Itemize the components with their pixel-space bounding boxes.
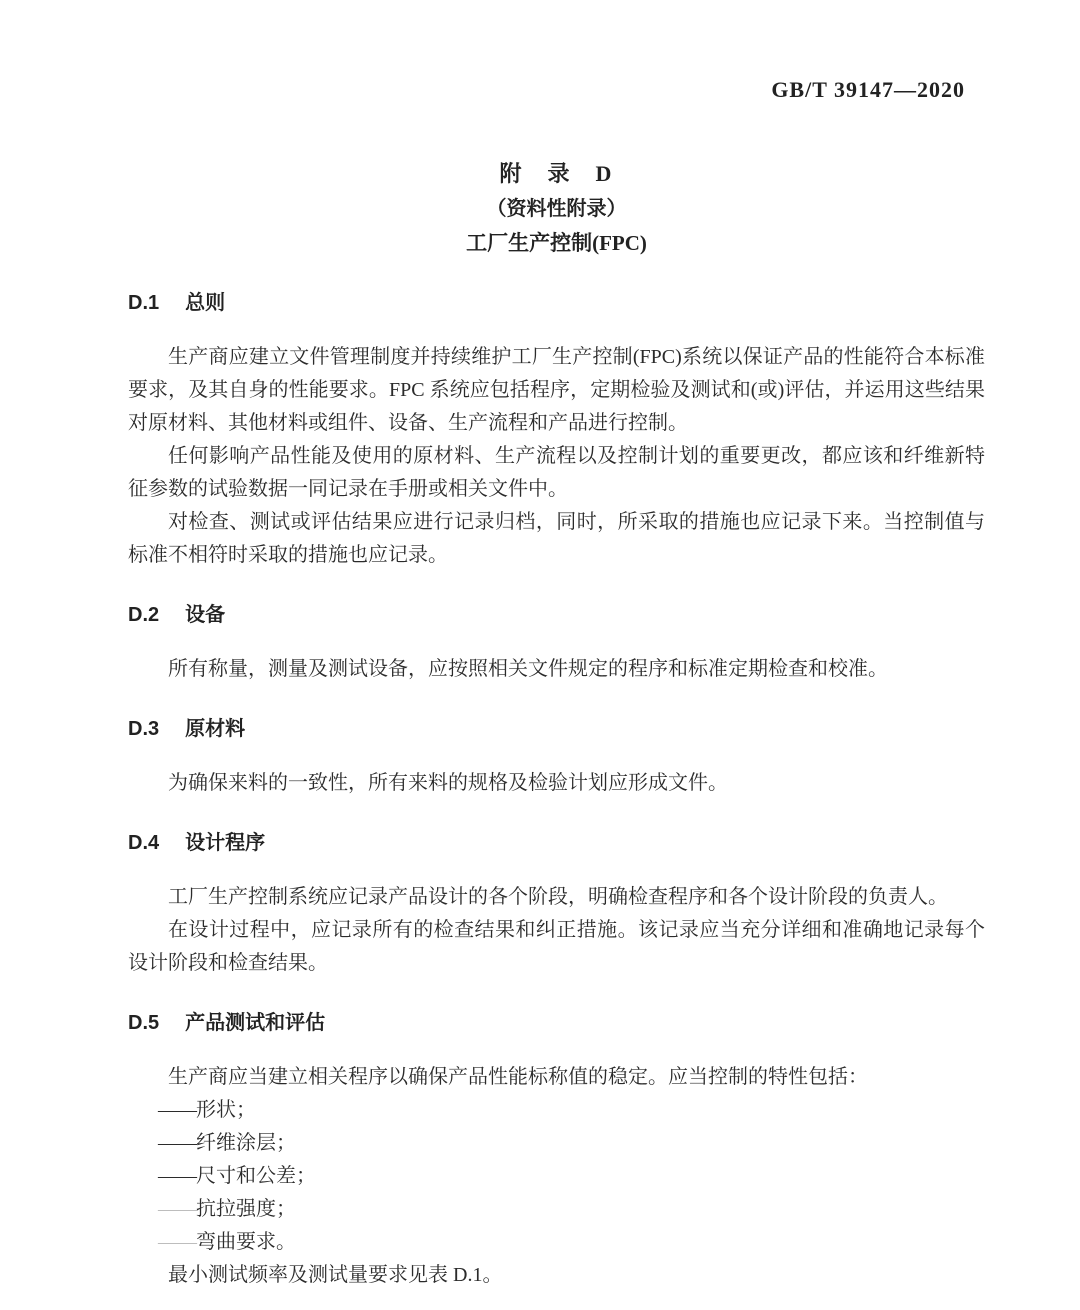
section-d4-paragraph-1: 工厂生产控制系统应记录产品设计的各个阶段，明确检查程序和各个设计阶段的负责人。	[168, 886, 948, 908]
appendix-title-line3: 工厂生产控制(FPC)	[466, 231, 647, 255]
section-d3-number: D.3	[128, 718, 160, 740]
list-item-text: 纤维涂层；	[196, 1132, 296, 1154]
section-d2	[128, 602, 985, 686]
section-d3-paragraph-1: 为确保来料的一致性，所有来料的规格及检验计划应形成文件。	[168, 772, 728, 794]
list-item-dash: ——	[158, 1165, 196, 1187]
section-d4-paragraph-2: 在设计过程中，应记录所有的检查结果和纠正措施。该记录应当充分详细和准确地记录每个设计阶段和检查结果。	[128, 919, 985, 974]
list-item-shape	[158, 1094, 985, 1127]
section-d1-paragraph-3: 对检查、测试或评估结果应进行记录归档，同时，所采取的措施也应记录下来。当控制值与标准不相符时采取的措施也应记录。	[128, 511, 985, 566]
section-d1-number: D.1	[128, 292, 160, 314]
section-d1-heading	[128, 290, 985, 316]
section-d1-title: 总则	[185, 292, 226, 314]
section-d4-number: D.4	[128, 832, 160, 854]
section-d2-paragraph-1: 所有称量，测量及测试设备，应按照相关文件规定的程序和标准定期检查和校准。	[168, 658, 888, 680]
section-d3-heading	[128, 716, 985, 742]
section-d1-paragraph-1: 生产商应建立文件管理制度并持续维护工厂生产控制(FPC)系统以保证产品的性能符合本标准要求，及其自身的性能要求。FPC 系统应包括程序，定期检验及测试和(或)评估，并运用这些结果对原材料、其他材料或组件、设备、生产流程和产品进行控制。	[128, 346, 985, 434]
list-item-dash: ——	[158, 1198, 196, 1220]
section-d2-title: 设备	[185, 604, 226, 626]
section-d4	[128, 830, 985, 980]
section-d5-closing: 最小测试频率及测试量要求见表 D.1。	[168, 1264, 503, 1286]
list-item-fiber-coating	[158, 1127, 985, 1160]
list-item-bending-requirement	[158, 1226, 985, 1259]
section-d5-title: 产品测试和评估	[185, 1012, 326, 1034]
section-d1-paragraph-2: 任何影响产品性能及使用的原材料、生产流程以及控制计划的重要更改，都应该和纤维新特征参数的试验数据一同记录在手册或相关文件中。	[128, 445, 985, 500]
section-d3	[128, 716, 985, 800]
section-d5-paragraph-1: 生产商应当建立相关程序以确保产品性能标称值的稳定。应当控制的特性包括：	[168, 1066, 868, 1088]
list-item-text: 形状；	[196, 1099, 256, 1121]
section-d2-number: D.2	[128, 604, 160, 626]
section-d5	[128, 1010, 985, 1292]
list-item-tensile-strength	[158, 1193, 985, 1226]
section-d5-number: D.5	[128, 1012, 160, 1034]
standard-number: GB/T 39147—2020	[771, 77, 965, 102]
appendix-title-block	[128, 156, 985, 260]
appendix-title-line2: （资料性附录）	[486, 198, 627, 220]
list-item-dash: ——	[158, 1231, 196, 1253]
section-d4-heading	[128, 830, 985, 856]
list-item-text: 尺寸和公差；	[196, 1165, 316, 1187]
section-d4-title: 设计程序	[185, 832, 266, 854]
section-d3-title: 原材料	[185, 718, 246, 740]
section-d5-heading	[128, 1010, 985, 1036]
section-d1	[128, 290, 985, 572]
appendix-title-line1: 附 录 D	[499, 161, 614, 186]
list-item-dash: ——	[158, 1132, 196, 1154]
list-item-dimensions-tolerance	[158, 1160, 985, 1193]
section-d2-heading	[128, 602, 985, 628]
list-item-text: 抗拉强度；	[196, 1198, 296, 1220]
list-item-dash: ——	[158, 1099, 196, 1121]
list-item-text: 弯曲要求。	[196, 1231, 296, 1253]
